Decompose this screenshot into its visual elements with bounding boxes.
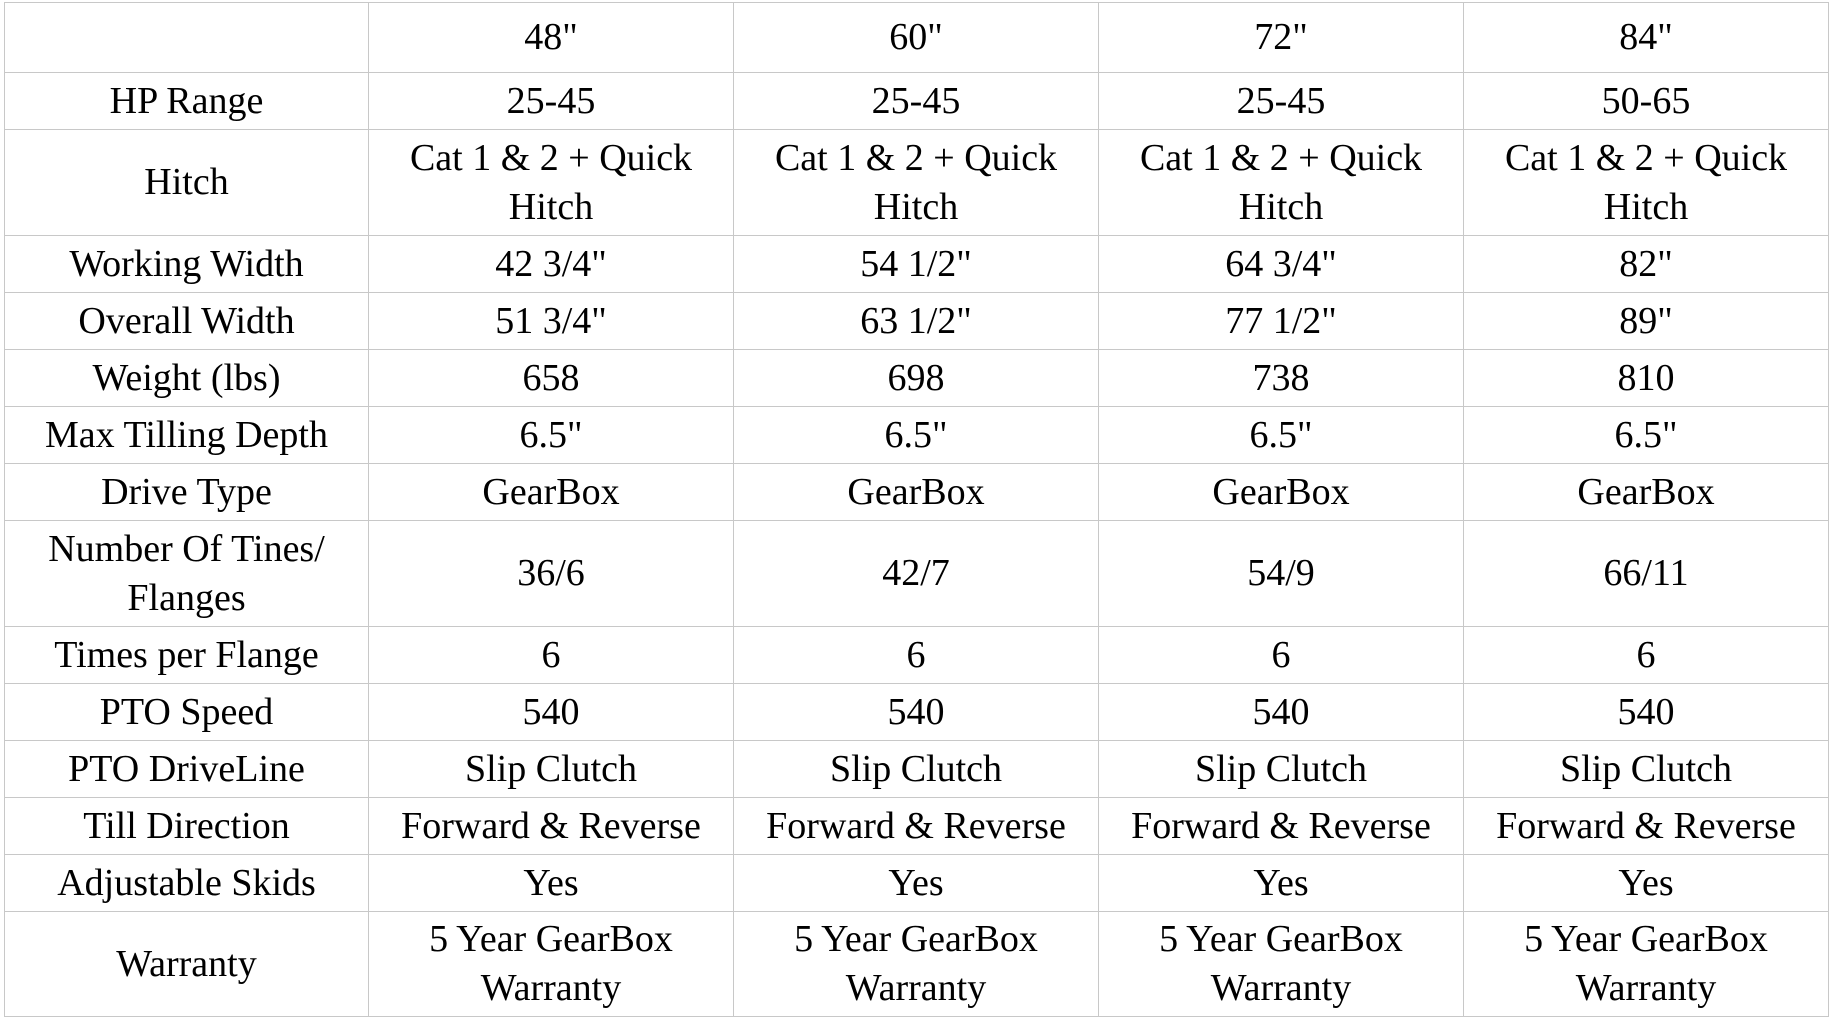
- table-cell: 5 Year GearBox Warranty: [1464, 912, 1829, 1017]
- table-row: [5, 464, 1829, 521]
- table-cell: 54 1/2": [734, 236, 1099, 293]
- table-cell: 82": [1464, 236, 1829, 293]
- table-cell: 51 3/4": [369, 293, 734, 350]
- table-row: [5, 407, 1829, 464]
- table-cell: Yes: [1099, 855, 1464, 912]
- row-label: Number Of Tines/ Flanges: [5, 521, 369, 627]
- table-cell: 5 Year GearBox Warranty: [1099, 912, 1464, 1017]
- table-row: [5, 684, 1829, 741]
- row-label: Hitch: [5, 130, 369, 236]
- table-cell: 42 3/4": [369, 236, 734, 293]
- table-row: [5, 73, 1829, 130]
- table-cell: 77 1/2": [1099, 293, 1464, 350]
- size-header-84: 84": [1464, 3, 1829, 73]
- table-cell: 25-45: [369, 73, 734, 130]
- table-cell: 50-65: [1464, 73, 1829, 130]
- row-label: Drive Type: [5, 464, 369, 521]
- table-row: [5, 741, 1829, 798]
- table-cell: Forward & Reverse: [369, 798, 734, 855]
- row-label: [5, 350, 369, 407]
- table-row: [5, 350, 1829, 407]
- table-cell: 42/7: [734, 521, 1099, 627]
- table-cell: Slip Clutch: [1464, 741, 1829, 798]
- row-label: Working Width: [5, 236, 369, 293]
- table-cell: 810: [1464, 350, 1829, 407]
- table-cell: 6.5": [734, 407, 1099, 464]
- table-cell: Forward & Reverse: [734, 798, 1099, 855]
- table-row: [5, 855, 1829, 912]
- table-row: [5, 293, 1829, 350]
- table-cell: 66/11: [1464, 521, 1829, 627]
- table-cell: Slip Clutch: [369, 741, 734, 798]
- row-label: PTO DriveLine: [5, 741, 369, 798]
- corner-cell: [5, 3, 369, 73]
- table-cell: 54/9: [1099, 521, 1464, 627]
- row-label: Overall Width: [5, 293, 369, 350]
- table-cell: Yes: [369, 855, 734, 912]
- table-cell: 6: [1099, 627, 1464, 684]
- row-label: Adjustable Skids: [5, 855, 369, 912]
- table-cell: 540: [1099, 684, 1464, 741]
- table-cell: 25-45: [1099, 73, 1464, 130]
- table-cell: Yes: [1464, 855, 1829, 912]
- row-label: Till Direction: [5, 798, 369, 855]
- table-cell: GearBox: [734, 464, 1099, 521]
- size-header-48: 48": [369, 3, 734, 73]
- table-cell: Forward & Reverse: [1464, 798, 1829, 855]
- table-row: [5, 130, 1829, 236]
- table-cell: 25-45: [734, 73, 1099, 130]
- table-cell: 5 Year GearBox Warranty: [369, 912, 734, 1017]
- table-cell: GearBox: [1099, 464, 1464, 521]
- table-cell: Slip Clutch: [734, 741, 1099, 798]
- table-cell: 6: [734, 627, 1099, 684]
- table-cell: 6.5": [369, 407, 734, 464]
- table-cell: 5 Year GearBox Warranty: [734, 912, 1099, 1017]
- table-cell: 6.5": [1464, 407, 1829, 464]
- table-row: [5, 521, 1829, 627]
- row-label: Max Tilling Depth: [5, 407, 369, 464]
- table-cell: Cat 1 & 2 + Quick Hitch: [369, 130, 734, 236]
- table-cell: Slip Clutch: [1099, 741, 1464, 798]
- table-cell: 540: [1464, 684, 1829, 741]
- row-label: PTO Speed: [5, 684, 369, 741]
- table-row: [5, 627, 1829, 684]
- table-cell: 738: [1099, 350, 1464, 407]
- table-cell: 36/6: [369, 521, 734, 627]
- table-cell: 658: [369, 350, 734, 407]
- header-row: [5, 3, 1829, 73]
- table-cell: 540: [369, 684, 734, 741]
- table-cell: 6: [369, 627, 734, 684]
- table-row: [5, 236, 1829, 293]
- row-label: HP Range: [5, 73, 369, 130]
- table-row: [5, 798, 1829, 855]
- size-header-60: 60": [734, 3, 1099, 73]
- row-label: Times per Flange: [5, 627, 369, 684]
- table-cell: Yes: [734, 855, 1099, 912]
- row-label-unit: (lbs): [210, 356, 281, 399]
- table-cell: Cat 1 & 2 + Quick Hitch: [1464, 130, 1829, 236]
- table-cell: 6.5": [1099, 407, 1464, 464]
- size-header-72: 72": [1099, 3, 1464, 73]
- table-row: [5, 912, 1829, 1017]
- table-cell: Cat 1 & 2 + Quick Hitch: [1099, 130, 1464, 236]
- row-label-text: Weight: [92, 356, 202, 399]
- table-cell: Forward & Reverse: [1099, 798, 1464, 855]
- table-cell: GearBox: [1464, 464, 1829, 521]
- table-cell: 6: [1464, 627, 1829, 684]
- table-cell: 540: [734, 684, 1099, 741]
- table-cell: 698: [734, 350, 1099, 407]
- table-cell: Cat 1 & 2 + Quick Hitch: [734, 130, 1099, 236]
- spec-table: [4, 2, 1829, 1017]
- table-cell: 63 1/2": [734, 293, 1099, 350]
- table-cell: 89": [1464, 293, 1829, 350]
- table-cell: GearBox: [369, 464, 734, 521]
- table-cell: 64 3/4": [1099, 236, 1464, 293]
- row-label: Warranty: [5, 912, 369, 1017]
